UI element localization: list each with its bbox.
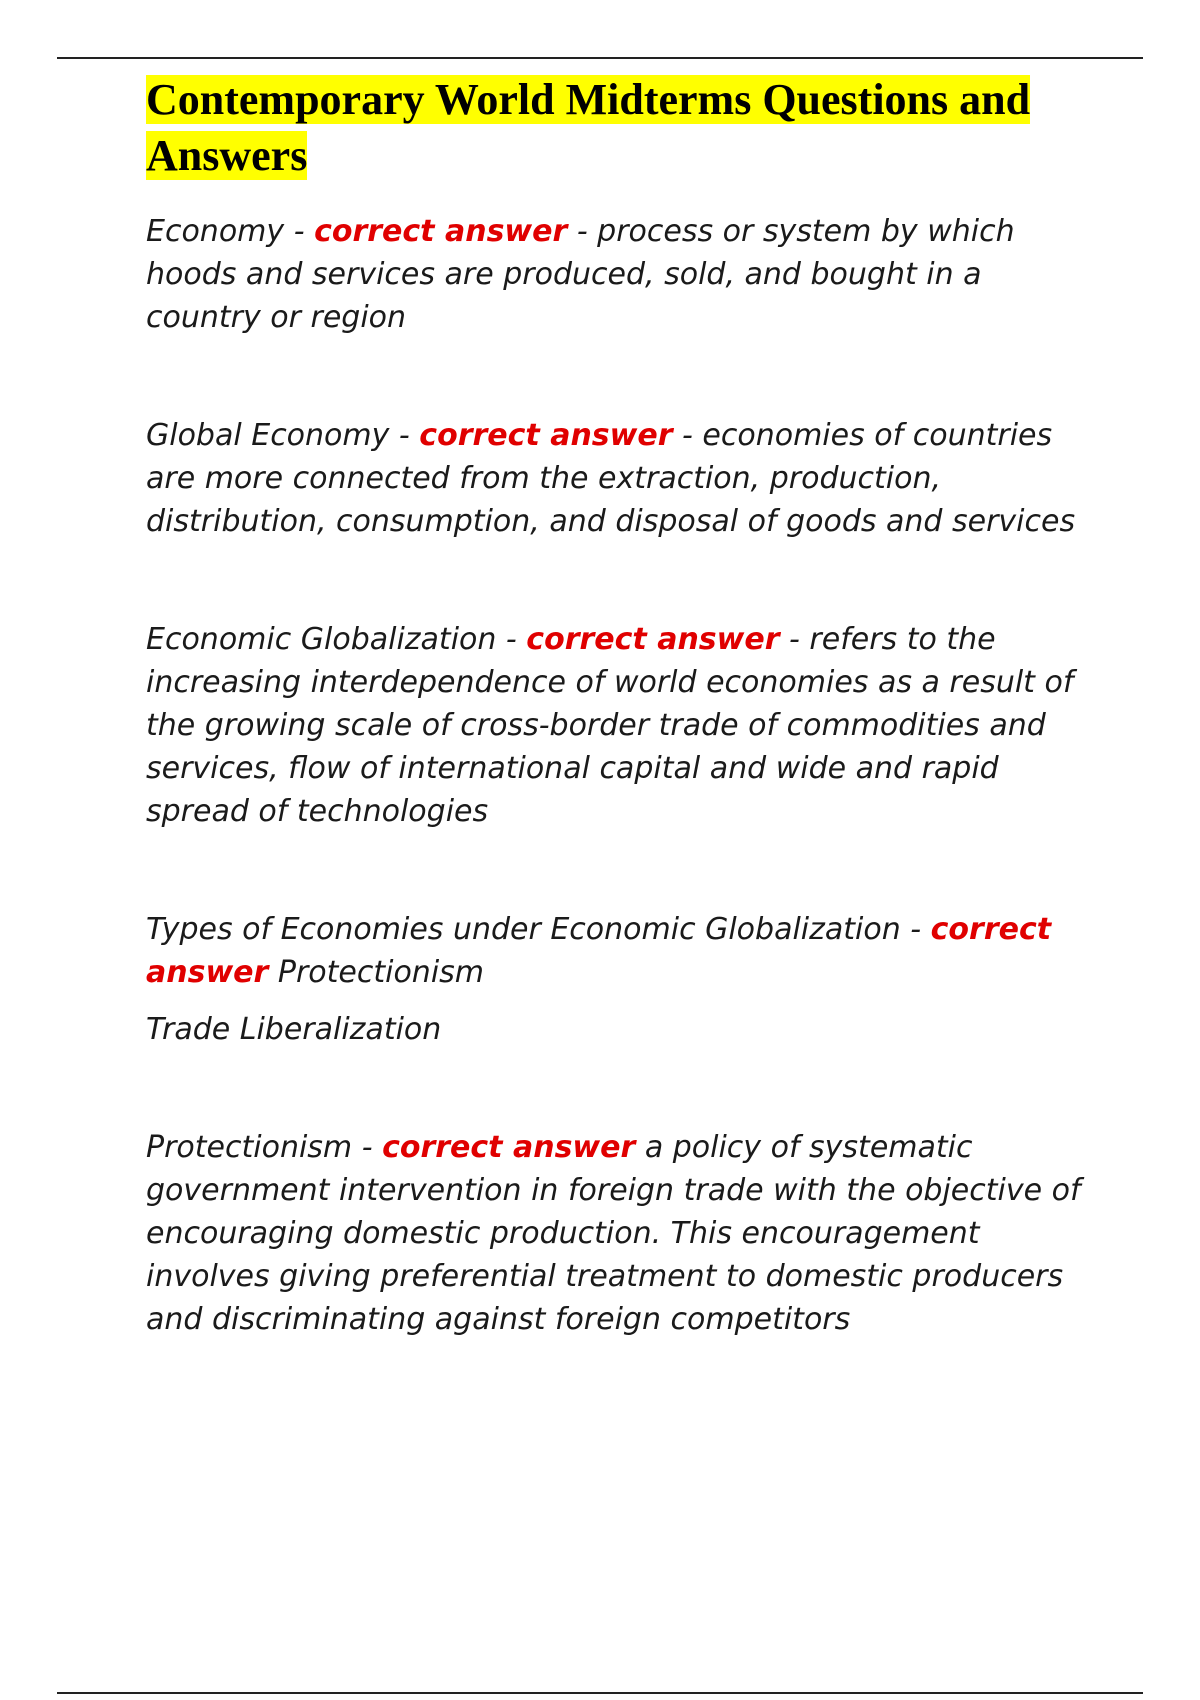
header-rule <box>57 57 1143 59</box>
qa-separator: - <box>496 622 527 657</box>
correct-answer-label: correct answer <box>382 1130 636 1165</box>
qa-answer: - economies of countries are more connected from the extraction, production, distribution, consumption, and disposal of goods and services <box>146 418 1076 539</box>
document-body <box>146 72 1086 1341</box>
qa-term: Economic Globalization <box>146 622 497 657</box>
qa-answer: Protectionism <box>268 955 485 990</box>
qa-term: Types of Economies under Economic Globalization <box>146 912 901 947</box>
qa-item-economy <box>146 210 1086 339</box>
correct-answer-label: correct answer <box>146 912 1052 990</box>
qa-item-types-of-economies <box>146 908 1086 994</box>
footer-rule <box>57 1692 1143 1694</box>
document-title <box>146 72 1086 184</box>
qa-answer-extra-line: Trade Liberalization <box>146 1012 442 1047</box>
qa-answer: a policy of systematic government intervention in foreign trade with the objective of encouraging domestic production. This encouragement involves giving preferential treatment to domestic producers and discriminating against foreign competitors <box>146 1130 1081 1337</box>
correct-answer-label: correct answer <box>314 214 568 249</box>
qa-separator: - <box>900 912 931 947</box>
qa-term: Economy <box>146 214 285 249</box>
qa-separator: - <box>352 1130 383 1165</box>
qa-answer: - refers to the increasing interdependence of world economies as a result of the growing scale of cross-border trade of commodities and services, flow of international capital and wide and rapid spread of technologies <box>146 622 1074 829</box>
qa-item-economic-globalization <box>146 618 1086 833</box>
qa-answer: - process or system by which hoods and services are produced, sold, and bought in a country or region <box>146 214 1015 335</box>
correct-answer-label: correct answer <box>526 622 780 657</box>
qa-item-global-economy <box>146 414 1086 543</box>
qa-item-protectionism <box>146 1126 1086 1341</box>
title-highlight: Contemporary World Midterms Questions and Answers <box>146 75 1031 180</box>
qa-term: Protectionism <box>146 1130 353 1165</box>
qa-separator: - <box>284 214 315 249</box>
correct-answer-label: correct answer <box>419 418 673 453</box>
qa-separator: - <box>389 418 420 453</box>
qa-term: Global Economy <box>146 418 390 453</box>
